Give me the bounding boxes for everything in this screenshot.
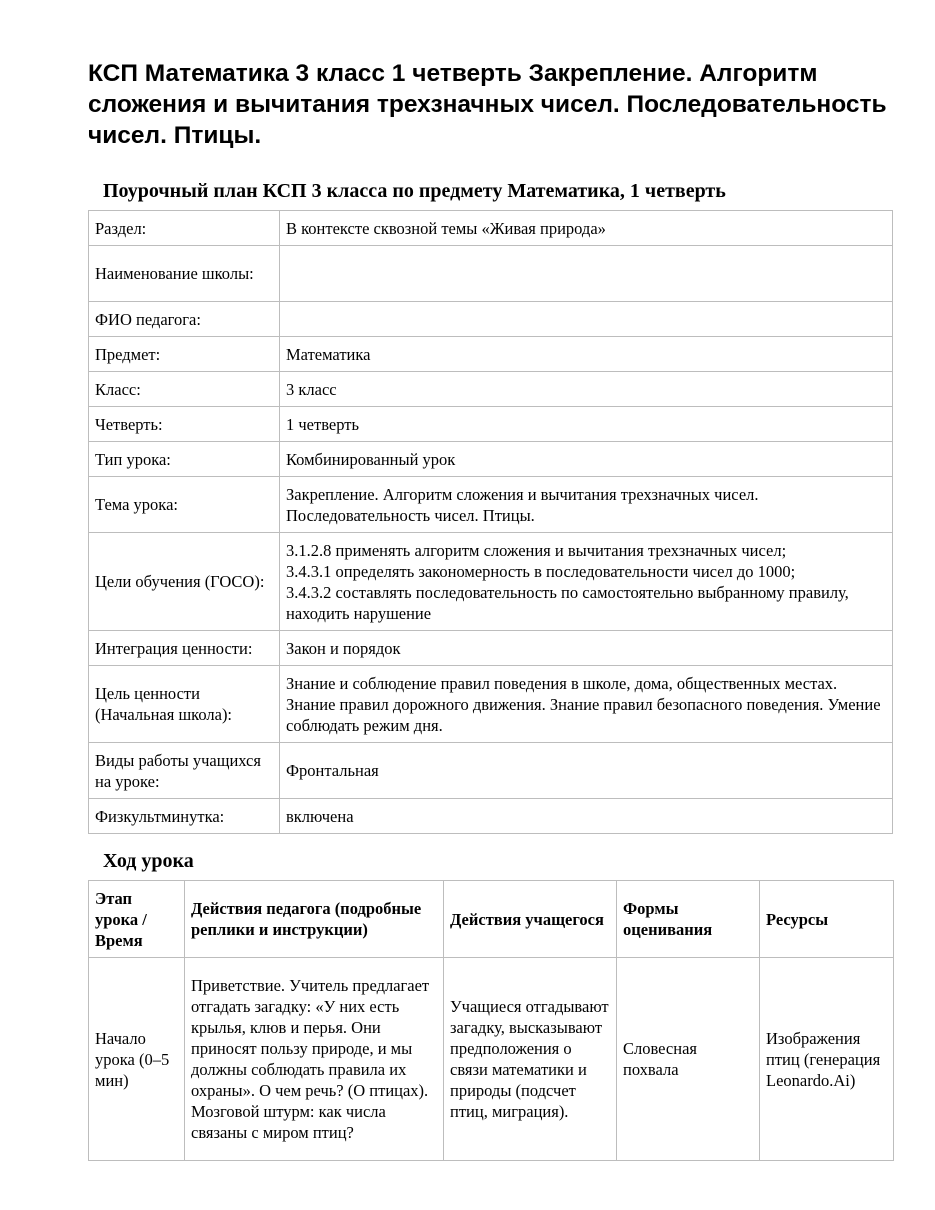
info-value-goals [280, 533, 893, 631]
column-header: Действия учащегося [444, 881, 617, 958]
info-value [280, 302, 893, 337]
info-value: Фронтальная [280, 743, 893, 799]
info-key: Тема урока: [89, 477, 280, 533]
info-key: Наименование школы: [89, 246, 280, 302]
table-row [89, 372, 893, 407]
learning-goal: 3.1.2.8 применять алгоритм сложения и вычитания трехзначных чисел; [286, 540, 787, 560]
learning-goal: 3.4.3.1 определять закономерность в последовательности чисел до 1000; [286, 561, 796, 581]
table-row [89, 631, 893, 666]
table-header-row [89, 881, 894, 958]
info-key: Тип урока: [89, 442, 280, 477]
info-value: Математика [280, 337, 893, 372]
info-value: В контексте сквозной темы «Живая природа» [280, 211, 893, 246]
table-row [89, 743, 893, 799]
column-header: Действия педагога (подробные реплики и инструкции) [185, 881, 444, 958]
info-key: Цели обучения (ГОСО): [89, 533, 280, 631]
info-key: Интеграция ценности: [89, 631, 280, 666]
info-value: Комбинированный урок [280, 442, 893, 477]
info-key: ФИО педагога: [89, 302, 280, 337]
table-row [89, 477, 893, 533]
column-header: Формы оценивания [617, 881, 760, 958]
table-row [89, 799, 893, 834]
resources-cell: Изображения птиц (генерация Leonardo.Ai) [760, 958, 894, 1161]
lesson-section-title: Ход урока [103, 850, 194, 872]
teacher-actions-cell: Приветствие. Учитель предлагает отгадать загадку: «У них есть крылья, клюв и перья. Они приносят пользу природе, и мы должны соблюдать правила их охраны». О чем речь? (О птицах). Мозговой штурм: как числа связаны с миром птиц? [185, 958, 444, 1161]
lesson-info-table [88, 210, 893, 834]
table-row [89, 666, 893, 743]
info-value: Закрепление. Алгоритм сложения и вычитания трехзначных чисел. Последовательность чисел. Птицы. [280, 477, 893, 533]
info-key: Раздел: [89, 211, 280, 246]
stage-cell: Начало урока (0–5 мин) [89, 958, 185, 1161]
table-row [89, 246, 893, 302]
document-title: КСП Математика 3 класс 1 четверть Закрепление. Алгоритм сложения и вычитания трехзначных чисел. Последовательность чисел. Птицы. [88, 60, 887, 149]
table-row [89, 337, 893, 372]
table-row [89, 302, 893, 337]
lesson-flow-table [88, 880, 894, 1161]
info-key: Цель ценности (Начальная школа): [89, 666, 280, 743]
learning-goal: 3.4.3.2 составлять последовательность по самостоятельно выбранному правилу, находить нарушение [286, 582, 849, 623]
column-header: Этап урока / Время [89, 881, 185, 958]
info-value: включена [280, 799, 893, 834]
info-value [280, 246, 893, 302]
info-value: Знание и соблюдение правил поведения в школе, дома, общественных местах. Знание правил дорожного движения. Знание правил безопасного поведения. Умение соблюдать режим дня. [280, 666, 893, 743]
student-actions-cell: Учащиеся отгадывают загадку, высказывают предположения о связи математики и природы (подсчет птиц, миграция). [444, 958, 617, 1161]
table-row [89, 533, 893, 631]
table-row [89, 958, 894, 1161]
info-key: Физкультминутка: [89, 799, 280, 834]
table-row [89, 211, 893, 246]
info-value: 3 класс [280, 372, 893, 407]
info-key: Предмет: [89, 337, 280, 372]
info-key: Класс: [89, 372, 280, 407]
table-row [89, 407, 893, 442]
info-key: Виды работы учащихся на уроке: [89, 743, 280, 799]
info-value: Закон и порядок [280, 631, 893, 666]
plan-subtitle: Поурочный план КСП 3 класса по предмету Математика, 1 четверть [103, 180, 726, 202]
info-value: 1 четверть [280, 407, 893, 442]
assessment-cell: Словесная похвала [617, 958, 760, 1161]
column-header: Ресурсы [760, 881, 894, 958]
info-key: Четверть: [89, 407, 280, 442]
table-row [89, 442, 893, 477]
